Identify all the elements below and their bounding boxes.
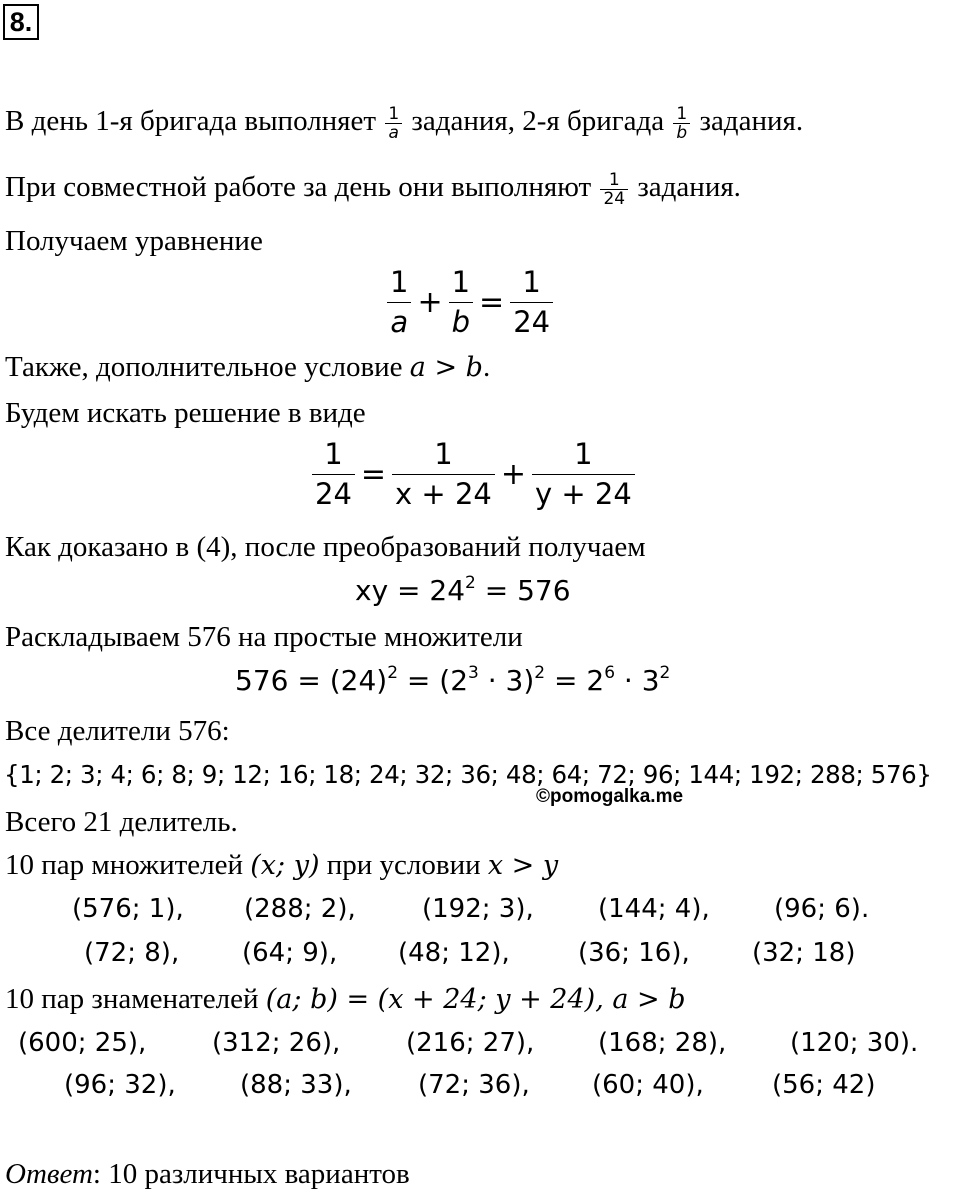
pair-ab: (168; 28),	[598, 1028, 727, 1058]
pair-ab: (60; 40),	[592, 1070, 704, 1100]
pair-ab: (216; 27),	[406, 1028, 535, 1058]
fraction-1-over-24: $\frac{1}{24}$	[600, 171, 628, 208]
pair-xy: (288; 2),	[244, 894, 356, 924]
line-as-proven: Как доказано в (4), после преобразований получаем	[5, 531, 646, 563]
line2-text-1: При совместной работе за день они выполняют	[5, 171, 599, 203]
pair-ab: (96; 32),	[64, 1070, 176, 1100]
pair-ab: (600; 25),	[18, 1028, 147, 1058]
line1-text-3: задания.	[692, 105, 804, 137]
answer-label: Ответ	[5, 1158, 93, 1190]
pair-ab: (56; 42)	[772, 1070, 876, 1100]
pair-xy: (144; 4),	[598, 894, 710, 924]
eq2-frac-y: $\frac{1}{y + 24}$	[532, 436, 635, 512]
line-all-divisors: Все делители 576:	[5, 715, 230, 747]
pair-ab: (312; 26),	[212, 1028, 341, 1058]
pair-xy: (36; 16),	[578, 938, 690, 968]
pair-xy: (48; 12),	[398, 938, 510, 968]
pair-xy: (192; 3),	[422, 894, 534, 924]
line-get-equation: Получаем уравнение	[5, 225, 263, 257]
eq1-frac-24: $\frac{1}{24}$	[510, 264, 553, 340]
line-denominator-pairs: 10 пар знаменателей (a; b) = (x + 24; y + 24), a > b	[5, 983, 686, 1015]
eq2-frac-24: $\frac{1}{24}$	[312, 436, 355, 512]
answer-text: 10 различных вариантов	[100, 1158, 410, 1190]
fraction-1-over-a: $\frac{1}{a}$	[385, 105, 402, 142]
line-total-divisors: Всего 21 делитель.	[5, 806, 238, 838]
line-extra-condition: Также, дополнительное условие a > b.	[5, 351, 491, 383]
eq1-frac-a: $\frac{1}{a}$	[387, 264, 411, 340]
pair-ab: (120; 30).	[790, 1028, 919, 1058]
pair-xy: (576; 1),	[72, 894, 184, 924]
condition-a-gt-b: a > b	[409, 352, 483, 383]
equation-factorization: $576 = (24)^2 = (2^3 \cdot 3)^2 = 2^6 \cdot 3^2$	[235, 663, 671, 697]
line-joint-rate	[5, 170, 741, 208]
line-search-form: Будем искать решение в виде	[5, 397, 366, 429]
problem-number: 8.	[3, 4, 39, 40]
divisors-list: {1; 2; 3; 4; 6; 8; 9; 12; 16; 18; 24; 32; 36; 48; 64; 72; 96; 144; 192; 288; 576}	[4, 760, 932, 789]
pair-xy: (72; 8),	[84, 938, 180, 968]
line-factorize: Раскладываем 576 на простые множители	[5, 621, 523, 653]
line-factor-pairs: 10 пар множителей (x; y) при условии x > y	[5, 849, 559, 881]
line-brigades-rate	[5, 104, 803, 142]
equation-xy: xy = $24^2 = 576$	[355, 573, 571, 607]
fraction-1-over-b: $\frac{1}{b}$	[673, 105, 690, 142]
eq1-frac-b: $\frac{1}{b}$	[449, 264, 473, 340]
pair-xy: (64; 9),	[242, 938, 338, 968]
line1-text-2: задания, 2-я бригада	[404, 105, 672, 137]
pair-ab: (72; 36),	[418, 1070, 530, 1100]
eq2-frac-x: $\frac{1}{x + 24}$	[392, 436, 495, 512]
answer-line: Ответ: 10 различных вариантов	[5, 1158, 410, 1190]
equation-main: $\frac{1}{a}$ + $\frac{1}{b}$ = $\frac{1}{24}$	[385, 264, 555, 340]
pair-ab: (88; 33),	[240, 1070, 352, 1100]
line1-text-1: В день 1-я бригада выполняет	[5, 105, 384, 137]
pair-xy: (96; 6).	[774, 894, 870, 924]
watermark: ©pomogalka.me	[536, 786, 684, 807]
line2-text-2: задания.	[630, 171, 741, 203]
equation-form: $\frac{1}{24}$ = $\frac{1}{x + 24}$ + $\frac{1}{y + 24}$	[310, 436, 637, 512]
pair-xy: (32; 18)	[752, 938, 856, 968]
